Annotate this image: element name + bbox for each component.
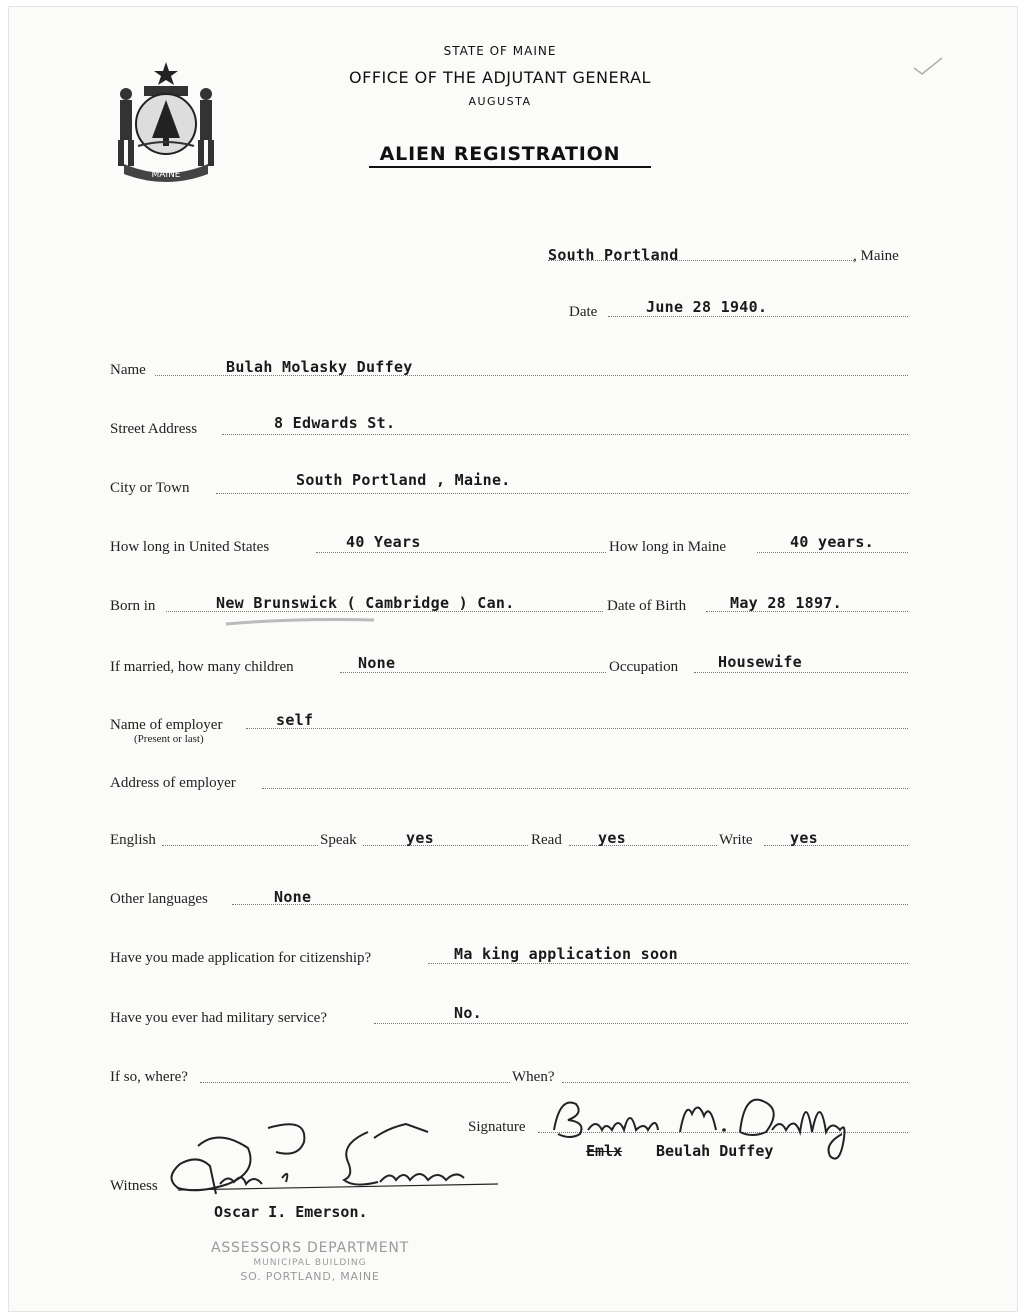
citizenship-value: Ma king application soon bbox=[454, 945, 678, 963]
employer-line bbox=[246, 728, 908, 729]
occupation-value: Housewife bbox=[718, 653, 802, 671]
street-line bbox=[222, 434, 908, 435]
when-line bbox=[562, 1082, 908, 1083]
when-label: When? bbox=[512, 1069, 555, 1085]
born-label: Born in bbox=[110, 598, 156, 614]
occupation-label: Occupation bbox=[609, 659, 679, 675]
location-suffix: , Maine bbox=[853, 248, 899, 264]
us-duration-label: How long in United States bbox=[110, 539, 270, 555]
read-label: Read bbox=[531, 832, 562, 848]
speak-line bbox=[363, 845, 528, 846]
street-value: 8 Edwards St. bbox=[274, 414, 396, 432]
signature-typed-name: Beulah Duffey bbox=[656, 1142, 774, 1160]
witness-typed-name: Oscar I. Emerson. bbox=[214, 1203, 368, 1221]
write-value: yes bbox=[790, 829, 818, 847]
where-line bbox=[200, 1082, 510, 1083]
where-label: If so, where? bbox=[110, 1069, 188, 1085]
us-duration-line bbox=[316, 552, 606, 553]
witness-label: Witness bbox=[110, 1178, 158, 1194]
children-label: If married, how many children bbox=[110, 659, 294, 675]
dob-label: Date of Birth bbox=[607, 598, 687, 614]
city-value: South Portland , Maine. bbox=[296, 471, 511, 489]
city-label: City or Town bbox=[110, 480, 190, 496]
employer-label: Name of employer bbox=[110, 717, 223, 733]
dob-value: May 28 1897. bbox=[730, 594, 842, 612]
title-underline bbox=[369, 166, 651, 168]
us-duration-value: 40 Years bbox=[346, 533, 421, 551]
citizenship-line bbox=[428, 963, 908, 964]
header-state: STATE OF MAINE bbox=[443, 44, 557, 58]
other-languages-line bbox=[232, 904, 908, 905]
assessors-stamp bbox=[180, 1240, 440, 1283]
children-value: None bbox=[358, 654, 396, 672]
occupation-line bbox=[694, 672, 908, 673]
street-label: Street Address bbox=[110, 421, 198, 437]
header-city: AUGUSTA bbox=[468, 95, 532, 108]
english-line bbox=[162, 845, 318, 846]
pencil-mark-icon bbox=[224, 616, 378, 628]
city-line bbox=[216, 493, 908, 494]
header-office: OFFICE OF THE ADJUTANT GENERAL bbox=[349, 68, 651, 87]
military-line bbox=[374, 1023, 908, 1024]
read-value: yes bbox=[598, 829, 626, 847]
english-label: English bbox=[110, 832, 156, 848]
maine-duration-value: 40 years. bbox=[790, 533, 874, 551]
born-value: New Brunswick ( Cambridge ) Can. bbox=[216, 594, 515, 612]
maine-duration-label: How long in Maine bbox=[609, 539, 727, 555]
employer-sublabel: (Present or last) bbox=[134, 733, 204, 745]
date-value: June 28 1940. bbox=[646, 298, 768, 316]
speak-value: yes bbox=[406, 829, 434, 847]
employer-address-line bbox=[262, 788, 908, 789]
checkmark-icon bbox=[912, 56, 946, 78]
other-languages-value: None bbox=[274, 888, 312, 906]
write-label: Write bbox=[719, 832, 753, 848]
witness-handwriting bbox=[158, 1118, 498, 1204]
date-label: Date bbox=[569, 304, 598, 320]
read-line bbox=[569, 845, 717, 846]
write-line bbox=[764, 845, 908, 846]
form-title: ALIEN REGISTRATION bbox=[379, 143, 621, 165]
citizenship-label: Have you made application for citizenship? bbox=[110, 950, 372, 966]
signature-handwriting bbox=[540, 1086, 870, 1182]
stamp-line-3: SO. PORTLAND, MAINE bbox=[240, 1270, 380, 1283]
name-label: Name bbox=[110, 362, 146, 378]
military-label: Have you ever had military service? bbox=[110, 1010, 327, 1026]
military-value: No. bbox=[454, 1004, 482, 1022]
employer-address-label: Address of employer bbox=[110, 775, 236, 791]
other-languages-label: Other languages bbox=[110, 891, 208, 907]
signature-struck-text: Emlx bbox=[586, 1142, 623, 1160]
location-value: South Portland bbox=[548, 246, 679, 264]
maine-duration-line bbox=[757, 552, 908, 553]
children-line bbox=[340, 672, 606, 673]
seal-label: MAINE bbox=[151, 170, 181, 180]
stamp-line-1: ASSESSORS DEPARTMENT bbox=[210, 1240, 409, 1256]
employer-value: self bbox=[276, 711, 314, 729]
stamp-line-2: MUNICIPAL BUILDING bbox=[253, 1258, 367, 1268]
speak-label: Speak bbox=[320, 832, 357, 848]
date-line bbox=[608, 316, 908, 317]
signature-label: Signature bbox=[468, 1119, 526, 1135]
name-value: Bulah Molasky Duffey bbox=[226, 358, 413, 376]
